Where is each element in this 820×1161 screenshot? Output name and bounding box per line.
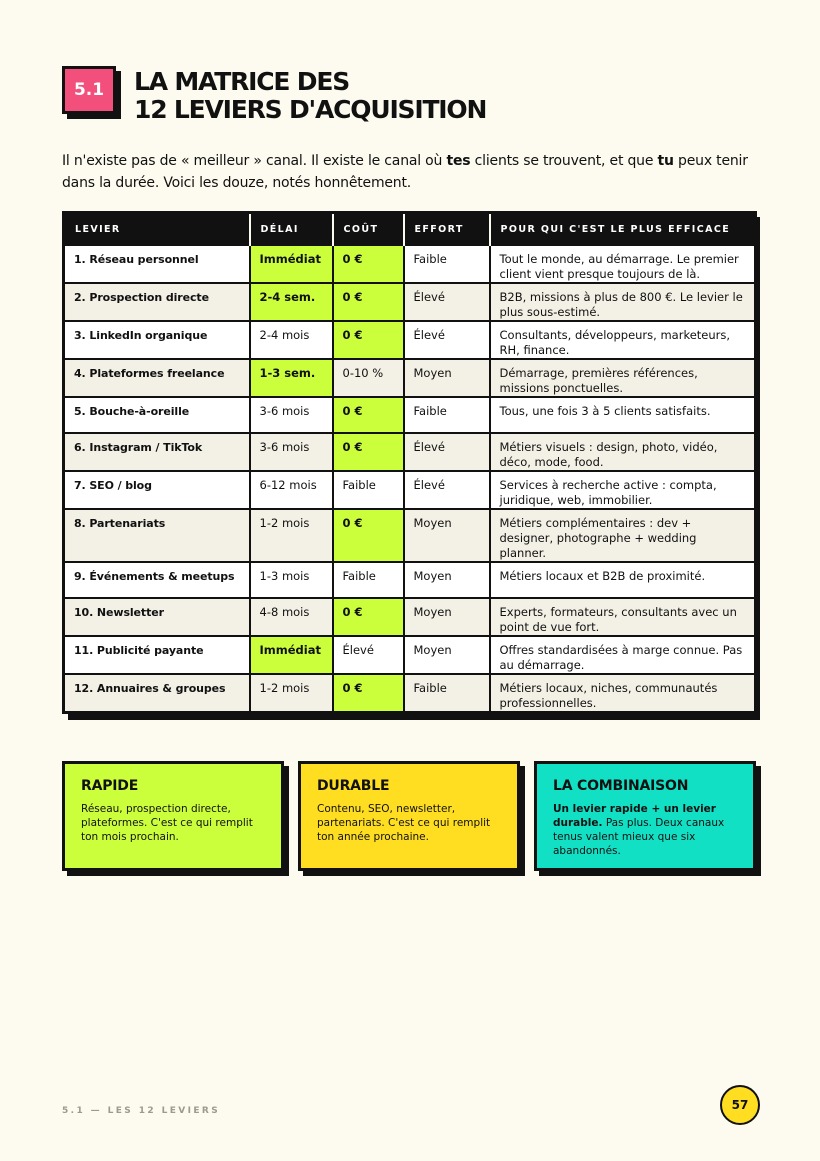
cell-who: Tout le monde, au démarrage. Le premier client vient presque toujours de là. (490, 245, 756, 283)
cell-who: Métiers locaux et B2B de proximité. (490, 562, 756, 598)
card-rapid-title: RAPIDE (81, 778, 139, 794)
card-durable-text: Contenu, SEO, newsletter, partenariats. C'est ce qui remplit ton année prochaine. (317, 803, 491, 843)
cell-effort: Faible (404, 245, 490, 283)
cell-effort: Moyen (404, 598, 490, 636)
footer-section-label: 5.1 — LES 12 LEVIERS (62, 1106, 221, 1116)
table-row (64, 471, 756, 509)
cell-effort: Moyen (404, 359, 490, 397)
cell-who: Experts, formateurs, consultants avec un point de vue fort. (490, 598, 756, 636)
cell-cost: 0 € (333, 509, 404, 562)
table-row (64, 433, 756, 471)
cell-delay: 3-6 mois (250, 397, 333, 433)
cell-effort: Moyen (404, 636, 490, 674)
table-row (64, 598, 756, 636)
page-number (720, 1085, 760, 1125)
cell-delay: 1-3 sem. (250, 359, 333, 397)
card-durable (298, 761, 520, 871)
cell-cost: Élevé (333, 636, 404, 674)
cell-lever: 8. Partenariats (64, 509, 250, 562)
cell-effort: Élevé (404, 283, 490, 321)
table-header-row (64, 213, 756, 246)
cell-who: B2B, missions à plus de 800 €. Le levier le plus sous-estimé. (490, 283, 756, 321)
cell-who: Tous, une fois 3 à 5 clients satisfaits. (490, 397, 756, 433)
cell-delay: 2-4 mois (250, 321, 333, 359)
intro-bold-2: tu (657, 153, 674, 169)
cell-delay: 6-12 mois (250, 471, 333, 509)
table-row (64, 283, 756, 321)
header-lever: LEVIER (64, 213, 250, 246)
intro-paragraph (62, 150, 762, 194)
levers-table-container (62, 211, 754, 714)
cell-delay: 1-2 mois (250, 509, 333, 562)
cell-who: Services à recherche active : compta, juridique, web, immobilier. (490, 471, 756, 509)
intro-text-2: clients se trouvent, et que (470, 153, 658, 169)
table-row (64, 397, 756, 433)
table-row (64, 674, 756, 713)
cell-lever: 2. Prospection directe (64, 283, 250, 321)
cell-cost: 0 € (333, 321, 404, 359)
cell-effort: Faible (404, 397, 490, 433)
cell-effort: Moyen (404, 562, 490, 598)
cell-cost: 0-10 % (333, 359, 404, 397)
cell-cost: 0 € (333, 283, 404, 321)
card-combination-text (553, 802, 737, 858)
cell-who: Démarrage, premières références, missions ponctuelles. (490, 359, 756, 397)
table-row (64, 321, 756, 359)
cell-lever: 4. Plateformes freelance (64, 359, 250, 397)
cell-who: Métiers visuels : design, photo, vidéo, déco, mode, food. (490, 433, 756, 471)
header-who: POUR QUI C'EST LE PLUS EFFICACE (490, 213, 756, 246)
table-row (64, 359, 756, 397)
card-combination-rest: Pas plus. Deux canaux tenus valent mieux que six abandonnés. (553, 817, 725, 857)
card-combination-bold: Un levier rapide + un levier durable. (553, 803, 716, 829)
table-row (64, 245, 756, 283)
cell-cost: Faible (333, 471, 404, 509)
cell-cost: Faible (333, 562, 404, 598)
levers-table (62, 211, 757, 714)
cell-effort: Faible (404, 674, 490, 713)
cell-lever: 11. Publicité payante (64, 636, 250, 674)
cell-delay: 1-3 mois (250, 562, 333, 598)
cell-delay: Immédiat (250, 636, 333, 674)
page-number-text: 57 (731, 1098, 749, 1112)
intro-bold-1: tes (446, 153, 471, 169)
section-badge (62, 66, 116, 114)
cell-who: Métiers locaux, niches, communautés professionnelles. (490, 674, 756, 713)
header-effort: EFFORT (404, 213, 490, 246)
cell-effort: Élevé (404, 321, 490, 359)
table-body (64, 245, 756, 713)
card-durable-title: DURABLE (317, 778, 390, 794)
cell-lever: 5. Bouche-à-oreille (64, 397, 250, 433)
cell-lever: 1. Réseau personnel (64, 245, 250, 283)
table-row (64, 509, 756, 562)
intro-text-3: peux tenir dans la durée. Voici les douze, notés honnêtement. (62, 153, 748, 191)
card-combination (534, 761, 756, 871)
page-title (134, 68, 486, 124)
cell-delay: Immédiat (250, 245, 333, 283)
card-combination-title: LA COMBINAISON (553, 778, 689, 794)
cell-lever: 12. Annuaires & groupes (64, 674, 250, 713)
table-row (64, 636, 756, 674)
cell-delay: 1-2 mois (250, 674, 333, 713)
cell-cost: 0 € (333, 674, 404, 713)
card-rapid-text: Réseau, prospection directe, plateformes. C'est ce qui remplit ton mois prochain. (81, 803, 253, 843)
cell-effort: Élevé (404, 433, 490, 471)
cell-who: Consultants, développeurs, marketeurs, RH, finance. (490, 321, 756, 359)
table-row (64, 562, 756, 598)
cell-delay: 4-8 mois (250, 598, 333, 636)
header-cost: COÛT (333, 213, 404, 246)
cell-who: Offres standardisées à marge connue. Pas au démarrage. (490, 636, 756, 674)
cell-delay: 3-6 mois (250, 433, 333, 471)
card-rapid (62, 761, 284, 871)
cell-lever: 6. Instagram / TikTok (64, 433, 250, 471)
intro-text-1: Il n'existe pas de « meilleur » canal. Il existe le canal où (62, 153, 447, 169)
cell-lever: 3. LinkedIn organique (64, 321, 250, 359)
cell-lever: 7. SEO / blog (64, 471, 250, 509)
cell-cost: 0 € (333, 245, 404, 283)
cell-effort: Moyen (404, 509, 490, 562)
cell-cost: 0 € (333, 433, 404, 471)
cell-effort: Élevé (404, 471, 490, 509)
cell-cost: 0 € (333, 397, 404, 433)
cell-cost: 0 € (333, 598, 404, 636)
cell-lever: 10. Newsletter (64, 598, 250, 636)
section-number: 5.1 (73, 80, 105, 100)
title-line-1: LA MATRICE DES (134, 67, 350, 96)
title-line-2: 12 LEVIERS D'ACQUISITION (134, 95, 487, 124)
cell-delay: 2-4 sem. (250, 283, 333, 321)
header-delay: DÉLAI (250, 213, 333, 246)
cell-lever: 9. Événements & meetups (64, 562, 250, 598)
cell-who: Métiers complémentaires : dev + designer, photographe + wedding planner. (490, 509, 756, 562)
